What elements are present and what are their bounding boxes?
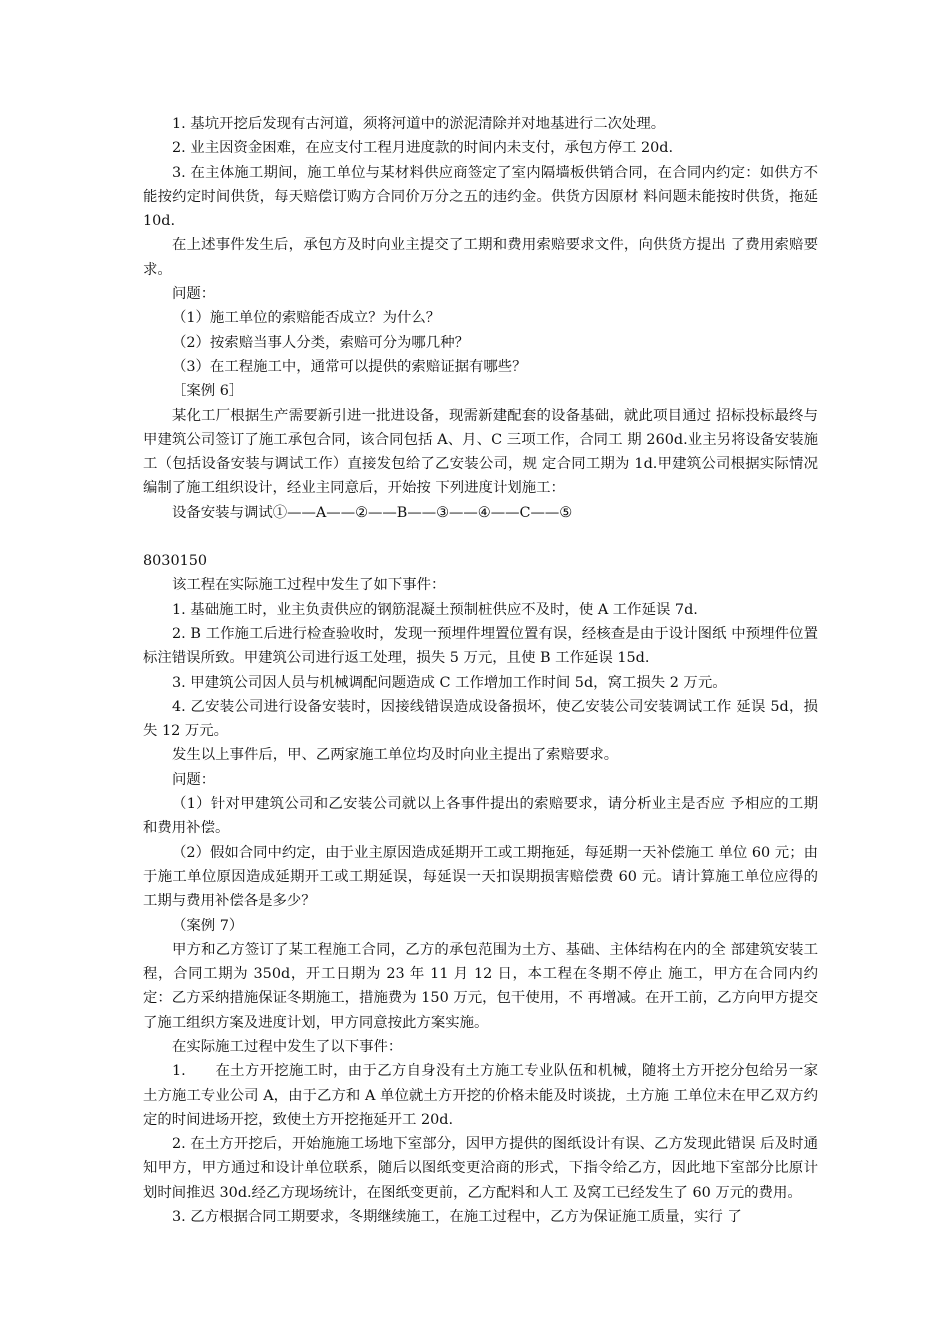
schedule-network-line: 设备安装与调试①——A——②——B——③——④——C——⑤ <box>172 504 573 521</box>
event-3-text: 3. 在主体施工期间，施工单位与某材料供应商签定了室内隔墙板供销合同，在合同内约定：如供方不能按约定时间供货，每天赔偿订购方合同价万分之五的违约金。供货方因原材 料问题未能按时供货，拖延 10d. <box>143 164 818 230</box>
case-7-events-intro: 在实际施工过程中发生了以下事件： <box>172 1038 403 1055</box>
case-6-event-1: 1. 基础施工时，业主负责供应的钢筋混凝土预制桩供应不及时，使 A 工作延误 7d. <box>172 601 698 618</box>
blank-line <box>143 525 818 549</box>
case-7-event-2: 2. 在土方开挖后，开始施施工场地下室部分，因甲方提供的图纸设计有误、乙方发现此错误 后及时通知甲方，甲方通过和设计单位联系，随后以图纸变更洽商的形式，下指令给乙方，因此地下室部分比原计划时间推迟 30d.经乙方现场统计，在图纸变更前，乙方配料和人工 及窝工已经发生了 60 万元的费用。 <box>143 1136 818 1201</box>
schedule-durations: 8030150 <box>143 553 208 570</box>
question-1: （1）施工单位的索赔能否成立？为什么？ <box>172 310 441 327</box>
case-6-question-2: （2）假如合同中约定，由于业主原因造成延期开工或工期拖延，每延期一天补偿施工 单位 60 元；由于施工单位原因造成延期开工或工期延误，每延误一天扣误期损害赔偿费 60 元。请计算施工单位应得的工期与费用补偿各是多少？ <box>143 844 818 910</box>
claim-submission-text: 在上述事件发生后，承包方及时向业主提交了工期和费用索赔要求文件，向供货方提出 了费用索赔要求。 <box>143 237 818 278</box>
document-page <box>143 112 818 1229</box>
case-6-claims-text: 发生以上事件后，甲、乙两家施工单位均及时向业主提出了索赔要求。 <box>172 747 619 764</box>
case-7-description: 甲方和乙方签订了某工程施工合同，乙方的承包范围为土方、基础、主体结构在内的全 部建筑安装工程，合同工期为 350d，开工日期为 23 年 11 月 12 日，本工程在冬期不停止 施工，甲方在合同内约定：乙方采纳措施保证冬期施工，措施费为 150 万元，包干使用，不 再增减。在开工前，乙方向甲方提交了施工组织方案及进度计划，甲方同意按此方案实施。 <box>143 941 818 1031</box>
case-6-event-4: 4. 乙安装公司进行设备安装时，因接线错误造成设备损坏，使乙安装公司安装调试工作 延误 5d，损失 12 万元。 <box>143 698 818 740</box>
case-7-event-3: 3. 乙方根据合同工期要求，冬期继续施工，在施工过程中，乙方为保证施工质量，实行 了 <box>172 1209 742 1226</box>
questions-heading: 问题： <box>172 286 216 303</box>
question-2: （2）按索赔当事人分类，索赔可分为哪几种？ <box>172 334 469 351</box>
case-6-heading: ［案例 6］ <box>172 383 244 400</box>
case-7-heading: （案例 7） <box>172 917 244 934</box>
events-intro: 该工程在实际施工过程中发生了如下事件： <box>172 577 446 594</box>
event-2-text: 2. 业主因资金困难，在应支付工程月进度款的时间内未支付，承包方停工 20d. <box>172 140 674 157</box>
event-1-text: 1. 基坑开挖后发现有古河道，须将河道中的淤泥清除并对地基进行二次处理。 <box>172 116 666 132</box>
case-6-event-3: 3. 甲建筑公司因人员与机械调配问题造成 C 工作增加工作时间 5d，窝工损失 2 万元。 <box>172 674 727 691</box>
question-3: （3）在工程施工中，通常可以提供的索赔证据有哪些？ <box>172 358 527 375</box>
case-6-questions-heading: 问题： <box>172 771 216 788</box>
case-7-event-1: 1. 在土方开挖施工时，由于乙方自身没有土方施工专业队伍和机械，随将土方开挖分包给另一家土方施工专业公司 A，由于乙方和 A 单位就土方开挖的价格未能及时谈拢，土方施 工单位未在甲乙双方约定的时间进场开挖，致使土方开挖拖延开工 20d. <box>143 1063 818 1128</box>
case-6-event-2: 2. B 工作施工后进行检查验收时，发现一预埋件埋置位置有误，经核查是由于设计图纸 中预埋件位置标注错误所致。甲建筑公司进行返工处理，损失 5 万元，且使 B 工作延误 15d. <box>143 625 818 667</box>
case-6-description: 某化工厂根据生产需要新引进一批进设备，现需新建配套的设备基础，就此项目通过 招标投标最终与甲建筑公司签订了施工承包合同，该合同包括 A、月、C 三项工作，合同工 期 260d.业主另将设备安装施工（包括设备安装与调试工作）直接发包给了乙安装公司，规 定合同工期为 1d.甲建筑公司根据实际情况编制了施工组织设计，经业主同意后，开始按 下列进度计划施工： <box>143 407 818 497</box>
case-6-question-1: （1）针对甲建筑公司和乙安装公司就以上各事件提出的索赔要求，请分析业主是否应 予相应的工期和费用补偿。 <box>143 796 818 837</box>
